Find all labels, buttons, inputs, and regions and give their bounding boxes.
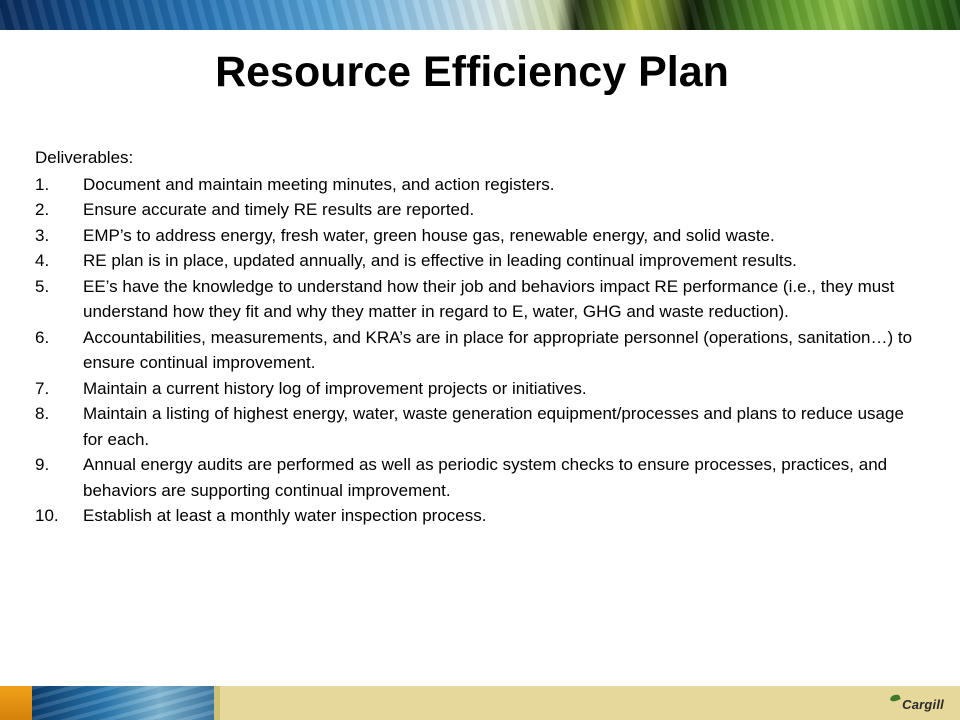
logo-text: Cargill	[902, 696, 944, 712]
list-item	[35, 223, 915, 249]
item-number: 6.	[35, 327, 50, 347]
deliverables-list	[35, 172, 915, 529]
item-number: 7.	[35, 378, 50, 398]
list-item	[35, 325, 915, 376]
item-number: 3.	[35, 225, 50, 245]
list-item	[35, 248, 915, 274]
cargill-logo	[872, 693, 944, 715]
list-item	[35, 452, 915, 503]
deliverables-heading: Deliverables:	[35, 148, 134, 167]
list-item	[35, 274, 915, 325]
item-text: Ensure accurate and timely RE results are reported.	[83, 200, 475, 219]
item-text: Annual energy audits are performed as well as periodic system checks to ensure processes, practices, and behaviors are supporting continual improvement.	[83, 455, 888, 500]
slide-body	[35, 145, 915, 529]
list-item	[35, 503, 915, 529]
list-item	[35, 172, 915, 198]
item-number: 9.	[35, 455, 50, 474]
orange-accent-block	[0, 686, 32, 720]
item-text: Maintain a current history log of improvement projects or initiatives.	[83, 378, 587, 398]
list-item	[35, 376, 915, 402]
item-number: 8.	[35, 404, 50, 423]
leaf-icon	[889, 693, 900, 702]
top-banner-image	[0, 0, 960, 30]
item-number: 5.	[35, 276, 50, 296]
item-number: 2.	[35, 200, 50, 219]
water-image-block	[32, 686, 214, 720]
item-text: EMP’s to address energy, fresh water, green house gas, renewable energy, and solid waste.	[83, 225, 775, 245]
list-item	[35, 197, 915, 223]
item-number: 10.	[35, 506, 59, 525]
slide-title: Resource Efficiency Plan	[215, 48, 729, 96]
item-text: RE plan is in place, updated annually, and is effective in leading continual improvement results.	[83, 251, 797, 270]
item-text: Accountabilities, measurements, and KRA’s are in place for appropriate personnel (operations, sanitation…) to ensure continual improvement.	[83, 327, 913, 372]
divider-strip	[214, 686, 220, 720]
item-text: EE’s have the knowledge to understand how their job and behaviors impact RE performance (i.e., they must understand how they fit and why they matter in regard to E, water, GHG and waste reduction).	[83, 276, 895, 321]
item-text: Establish at least a monthly water inspection process.	[83, 506, 487, 525]
bottom-banner	[0, 686, 960, 720]
list-item	[35, 401, 915, 452]
item-text: Maintain a listing of highest energy, water, waste generation equipment/processes and plans to reduce usage for each.	[83, 404, 904, 449]
item-text: Document and maintain meeting minutes, and action registers.	[83, 174, 555, 194]
item-number: 4.	[35, 251, 50, 270]
item-number: 1.	[35, 174, 50, 194]
